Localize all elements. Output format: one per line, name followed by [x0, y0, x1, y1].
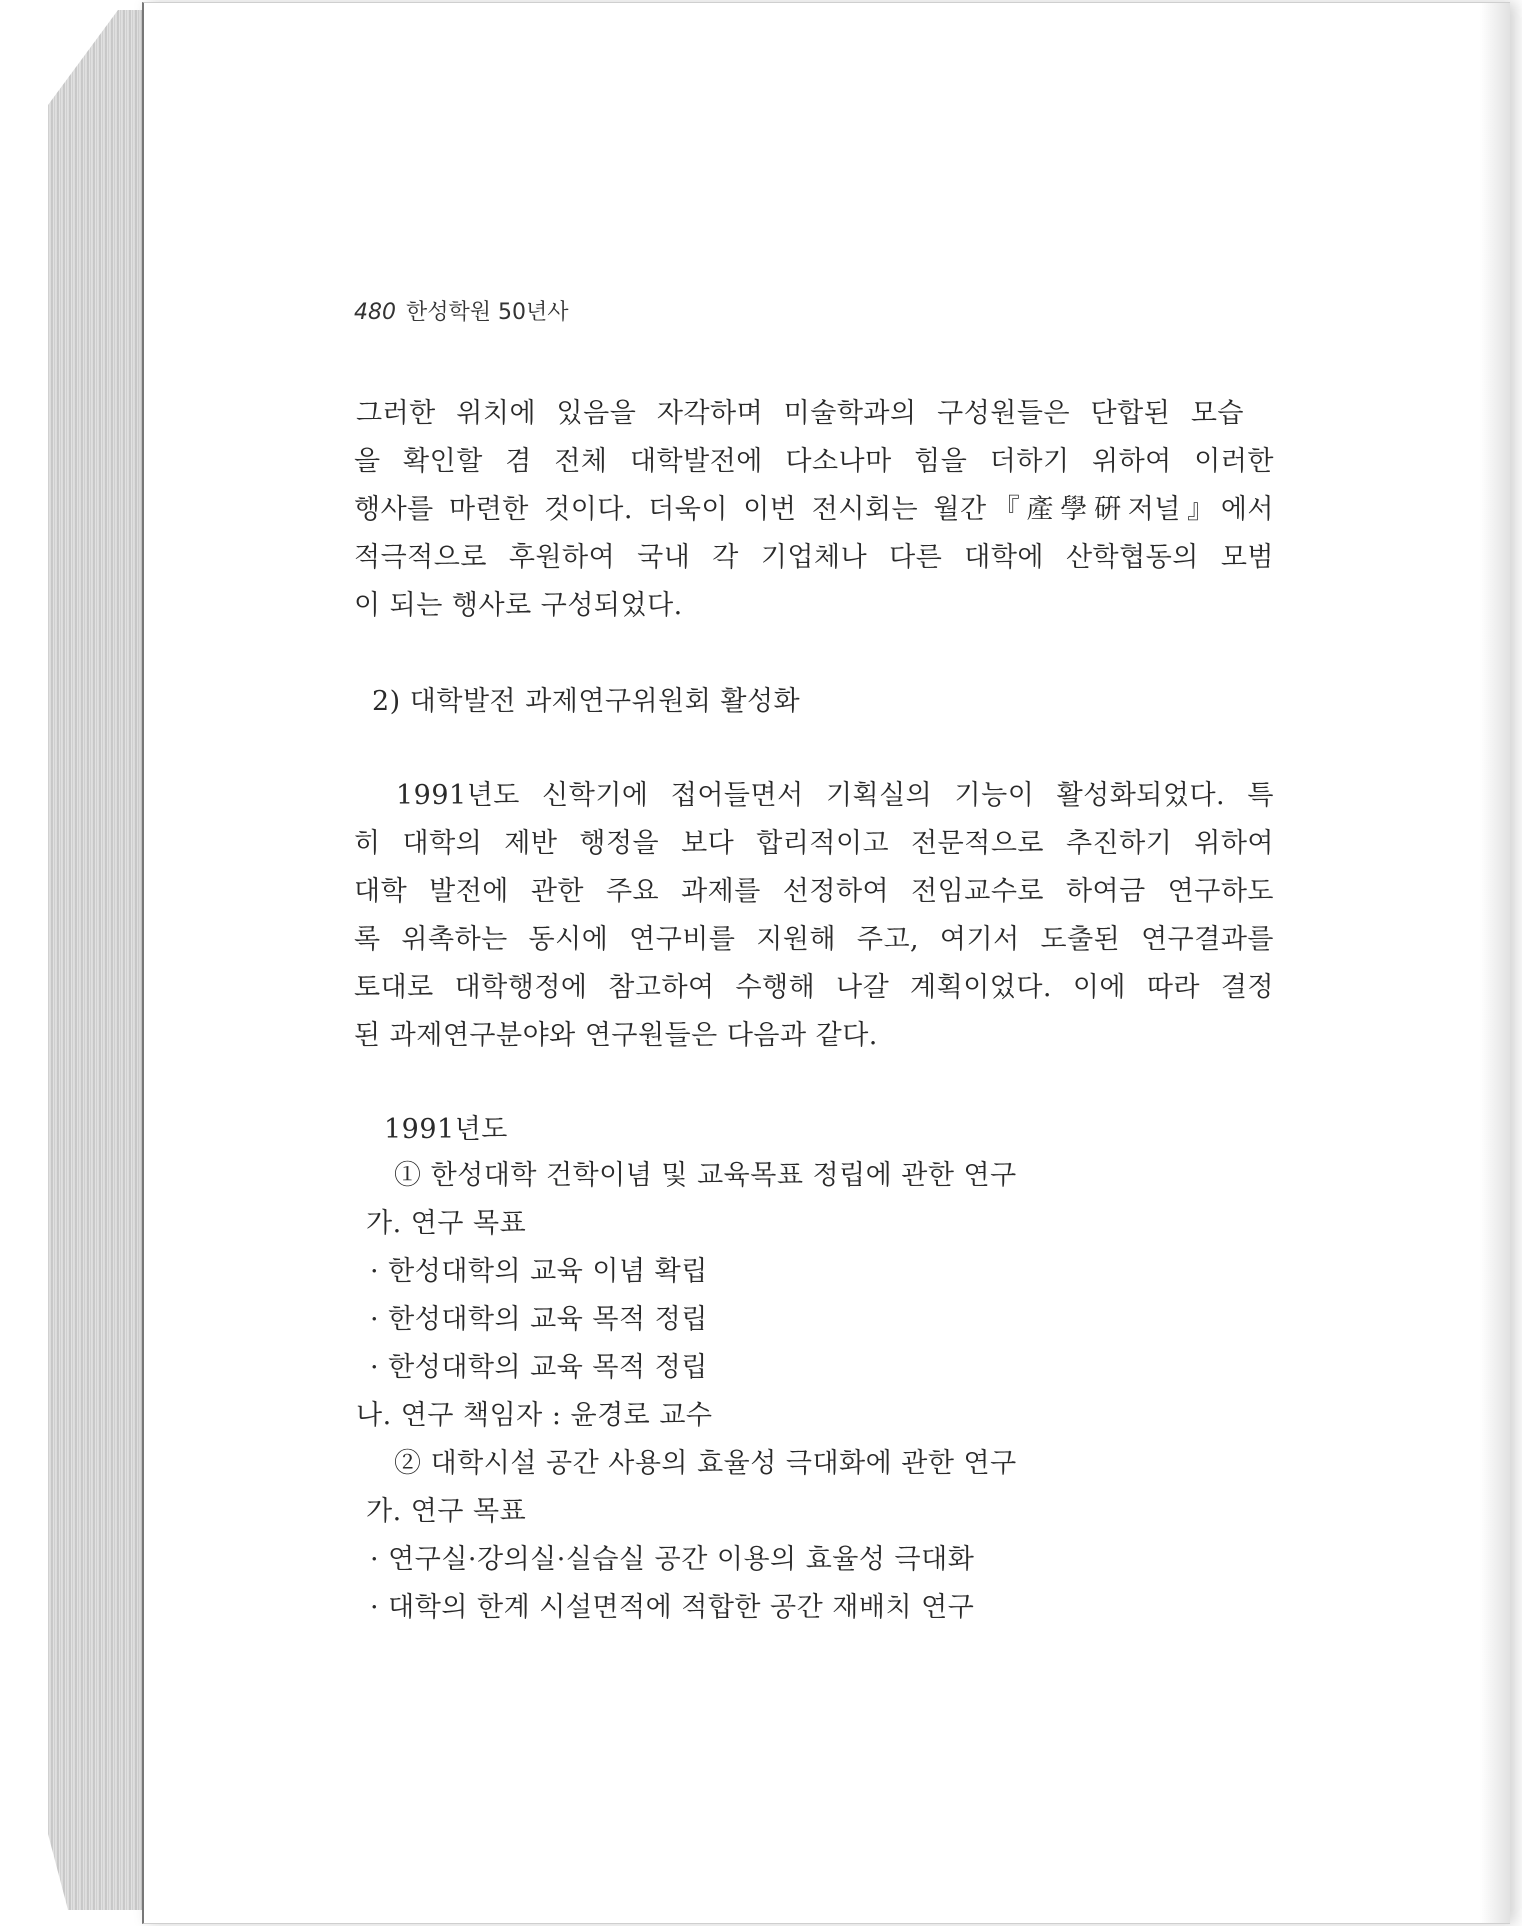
list-item: · 대학의 한계 시설면적에 적합한 공간 재배치 연구 — [370, 1592, 975, 1623]
list-item: ① 한성대학 건학이념 및 교육목표 정립에 관한 연구 — [394, 1160, 1017, 1191]
paragraph-2-line: 1991년도 신학기에 접어들면서 기획실의 기능이 활성화되었다. 특 — [396, 780, 1274, 811]
section-heading: 2) 대학발전 과제연구위원회 활성화 — [372, 686, 801, 717]
paragraph-2-line: 히 대학의 제반 행정을 보다 합리적이고 전문적으로 추진하기 위하여 — [354, 828, 1274, 859]
list-item: 가. 연구 목표 — [366, 1208, 527, 1239]
list-item: · 한성대학의 교육 목적 정립 — [370, 1304, 708, 1335]
book-page — [142, 2, 1510, 1924]
paragraph-1-line: 을 확인할 겸 전체 대학발전에 다소나마 힘을 더하기 위하여 이러한 — [354, 446, 1274, 477]
paragraph-2-line: 대학 발전에 관한 주요 과제를 선정하여 전임교수로 하여금 연구하도 — [354, 876, 1274, 907]
paragraph-1-line: 행사를 마련한 것이다. 더욱이 이번 전시회는 월간『產學硏저널』에서 — [354, 494, 1274, 525]
paragraph-2-line: 토대로 대학행정에 참고하여 수행해 나갈 계획이었다. 이에 따라 결정 — [354, 972, 1274, 1003]
paragraph-1-line: 적극적으로 후원하여 국내 각 기업체나 다른 대학에 산학협동의 모범 — [354, 542, 1274, 573]
list-item: 나. 연구 책임자 : 윤경로 교수 — [356, 1400, 713, 1431]
paragraph-1-line: 이 되는 행사로 구성되었다. — [354, 590, 683, 621]
paragraph-1-line: 그러한 위치에 있음을 자각하며 미술학과의 구성원들은 단합된 모습 — [356, 398, 1244, 429]
list-item: · 한성대학의 교육 이념 확립 — [370, 1256, 708, 1287]
list-item: · 한성대학의 교육 목적 정립 — [370, 1352, 708, 1383]
running-header — [354, 295, 569, 326]
list-item: 가. 연구 목표 — [366, 1496, 527, 1527]
list-year-heading: 1991년도 — [384, 1114, 508, 1145]
book-page-edges — [48, 10, 148, 1910]
paragraph-2-line: 된 과제연구분야와 연구원들은 다음과 같다. — [354, 1020, 878, 1051]
book-title: 한성학원 50년사 — [406, 300, 569, 325]
list-item: ② 대학시설 공간 사용의 효율성 극대화에 관한 연구 — [394, 1448, 1017, 1479]
list-item: · 연구실·강의실·실습실 공간 이용의 효율성 극대화 — [370, 1544, 975, 1575]
page-number: 480 — [354, 300, 396, 325]
paragraph-2-line: 록 위촉하는 동시에 연구비를 지원해 주고, 여기서 도출된 연구결과를 — [354, 924, 1274, 955]
